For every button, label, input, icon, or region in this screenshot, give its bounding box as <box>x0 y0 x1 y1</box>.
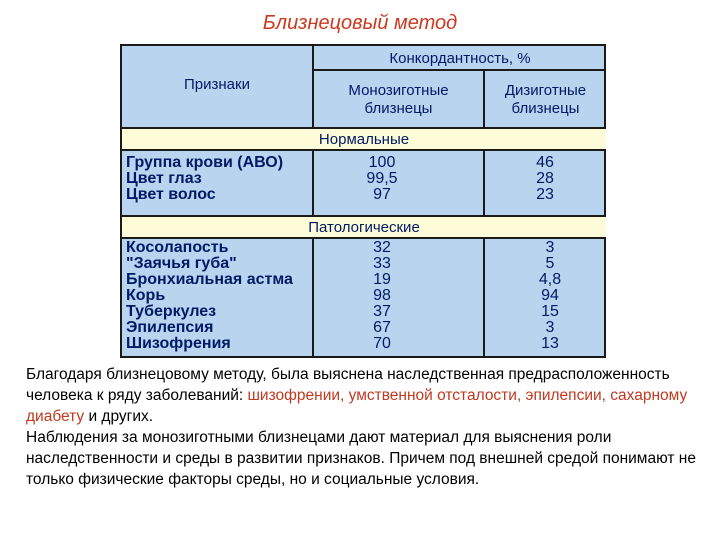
trait-name: Косолапость <box>126 239 229 256</box>
di-value: 13 <box>541 335 559 352</box>
table-divider <box>122 149 606 151</box>
header-di-line: близнецы <box>511 100 580 117</box>
header-mono-line: близнецы <box>364 100 433 117</box>
di-value: 28 <box>536 170 554 187</box>
trait-name: Эпилепсия <box>126 319 214 336</box>
normal-mono-values <box>352 155 412 203</box>
mono-value: 37 <box>373 303 391 320</box>
mono-value: 32 <box>373 239 391 256</box>
header-monozygotic <box>314 82 483 118</box>
trait-name: Цвет волос <box>126 186 216 203</box>
header-traits: Признаки <box>184 76 250 93</box>
mono-value: 33 <box>373 255 391 272</box>
header-di-line: Дизиготные <box>504 82 587 99</box>
mono-value: 98 <box>373 287 391 304</box>
trait-name: "Заячья губа" <box>126 255 237 272</box>
slide-title: Близнецовый метод <box>262 12 458 34</box>
di-value: 3 <box>545 319 555 336</box>
table-divider <box>312 238 314 358</box>
table-divider <box>483 238 485 358</box>
header-mono-line: Монозиготные <box>348 82 449 99</box>
concordance-table <box>120 44 606 358</box>
section-normal-label: Нормальные <box>318 130 410 148</box>
mono-value: 100 <box>368 154 396 171</box>
trait-name: Группа крови (АВО) <box>126 154 284 171</box>
trait-name: Бронхиальная астма <box>126 271 293 288</box>
di-value: 15 <box>541 303 559 320</box>
highlighted-diseases: шизофрении, умственной отсталости, эпилепсии, сахарному диабету <box>26 387 688 425</box>
mono-value: 97 <box>373 186 391 203</box>
section-pathological-band <box>122 217 606 237</box>
di-value: 46 <box>536 154 554 171</box>
table-divider <box>312 69 606 71</box>
section-normal-band <box>122 129 606 149</box>
di-value: 5 <box>545 255 555 272</box>
paragraph-1-end: и других. <box>84 408 154 425</box>
trait-name: Цвет глаз <box>126 170 202 187</box>
mono-value: 70 <box>373 335 391 352</box>
paragraph-2: Наблюдения за монозиготными близнецами дают материал для выяснения роли наследственности и среды в развитии признаков. Причем под внешней средой понимают не только физические факторы среды, но и социальные условия. <box>26 429 696 488</box>
mono-value: 19 <box>373 271 391 288</box>
header-dizygotic <box>485 82 606 118</box>
table-divider <box>312 150 314 216</box>
pathological-traits-list <box>126 240 293 352</box>
mono-value: 67 <box>373 319 391 336</box>
di-value: 4,8 <box>538 271 562 288</box>
trait-name: Корь <box>126 287 166 304</box>
table-divider <box>483 150 485 216</box>
paragraph-1-start: Благодаря близнецовому методу, была выяснена наследственная предрасположенность человека к ряду заболеваний: <box>26 366 670 404</box>
normal-traits-list <box>126 155 283 203</box>
di-value: 3 <box>545 239 555 256</box>
trait-name: Шизофрения <box>126 335 231 352</box>
mono-value: 99,5 <box>366 170 398 187</box>
section-pathological-label: Патологические <box>308 218 420 236</box>
header-concordance: Конкордантность, % <box>389 50 531 67</box>
trait-name: Туберкулез <box>126 303 217 320</box>
di-value: 23 <box>536 186 554 203</box>
pathological-mono-values <box>352 240 412 352</box>
di-value: 94 <box>541 287 559 304</box>
description-text <box>26 364 706 490</box>
paragraph-1 <box>26 364 706 427</box>
normal-di-values <box>515 155 575 203</box>
pathological-di-values <box>520 240 580 352</box>
